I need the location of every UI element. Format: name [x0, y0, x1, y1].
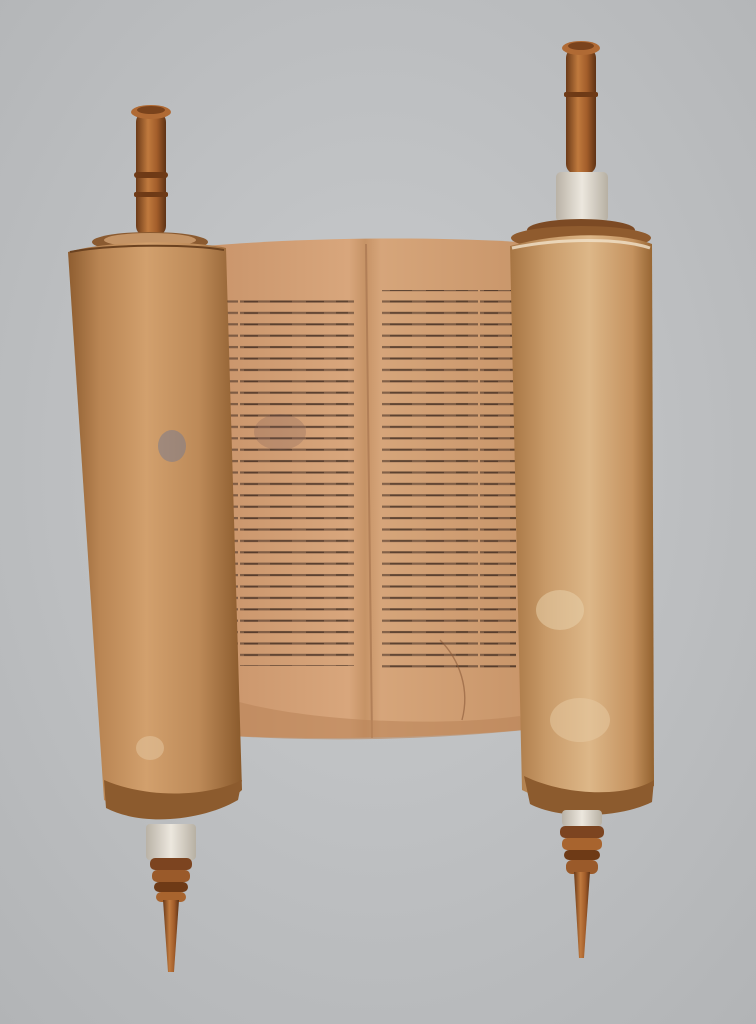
open-parchment-sheet — [206, 239, 524, 740]
text-column-right — [226, 292, 354, 666]
text-column-left — [382, 290, 516, 668]
